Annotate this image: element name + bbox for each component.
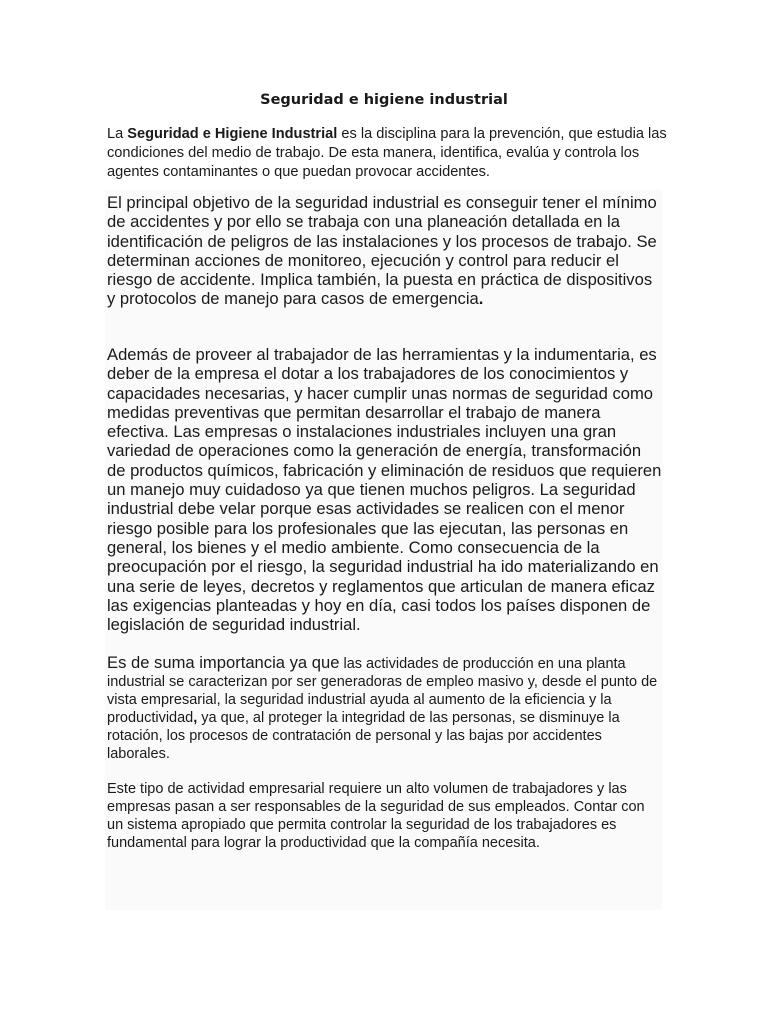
- paragraph-objective: [107, 193, 663, 309]
- intro-paragraph: [107, 125, 667, 182]
- intro-bold-term: Seguridad e Higiene Industrial: [127, 126, 338, 142]
- paragraph-importance-lead: Es de suma importancia ya que: [107, 653, 340, 672]
- paragraph-importance-comma: ,: [193, 710, 198, 726]
- paragraph-importance: [107, 654, 663, 763]
- paragraph-importance-tail: ya que, al proteger la integridad de las personas, se disminuye la rotación, los procesos de contratación de personal y las bajas por accidentes laborales.: [107, 710, 620, 762]
- paragraph-objective-text: El principal objetivo de la seguridad industrial es conseguir tener el mínimo de accidentes y por ello se trabaja con una planeación detallada en la identificación de peligros de las instalaciones y los procesos de trabajo. Se determinan acciones de monitoreo, ejecución y control para reducir el riesgo de accidente. Implica también, la puesta en práctica de dispositivos y protocolos de manejo para casos de emergencia: [107, 193, 657, 309]
- paragraph-volume: Este tipo de actividad empresarial requiere un alto volumen de trabajadores y las empresas pasan a ser responsables de la seguridad de sus empleados. Contar con un sistema apropiado que permita controlar la seguridad de los trabajadores es fundamental para lograr la productividad que la compañía necesita.: [107, 781, 645, 851]
- paragraph-objective-end: .: [478, 289, 484, 309]
- paragraph-duties: Además de proveer al trabajador de las herramientas y la indumentaria, es deber de la empresa el dotar a los trabajadores de los conocimientos y capacidades necesarias, y hacer cumplir unas normas de seguridad como medidas preventivas que permitan desarrollar el trabajo de manera efectiva. Las empresas o instalaciones industriales incluyen una gran variedad de operaciones como la generación de energía, transformación de productos químicos, fabricación y eliminación de residuos que requieren un manejo muy cuidadoso ya que tienen muchos peligros. La seguridad industrial debe velar porque esas actividades se realicen con el menor riesgo posible para los profesionales que las ejecutan, las personas en general, los bienes y el medio ambiente. Como consecuencia de la preocupación por el riesgo, la seguridad industrial ha ido materializando en una serie de leyes, decretos y reglamentos que articulan de manera eficaz las exigencias planteadas y hoy en día, casi todos los países disponen de legislación de seguridad industrial.: [107, 345, 662, 635]
- paragraph-importance-rest: las actividades de producción en una planta industrial se caracterizan por ser generadoras de empleo masivo y, desde el punto de vista empresarial, la seguridad industrial ayuda al aumento de la eficiencia y la productividad: [107, 656, 658, 726]
- document-title: Seguridad e higiene industrial: [260, 92, 508, 108]
- intro-rest: es la disciplina para la prevención, que estudia las condiciones del medio de trabajo. De esta manera, identifica, evalúa y controla los agentes contaminantes o que puedan provocar accidentes.: [107, 126, 667, 180]
- intro-prefix: La: [107, 126, 128, 142]
